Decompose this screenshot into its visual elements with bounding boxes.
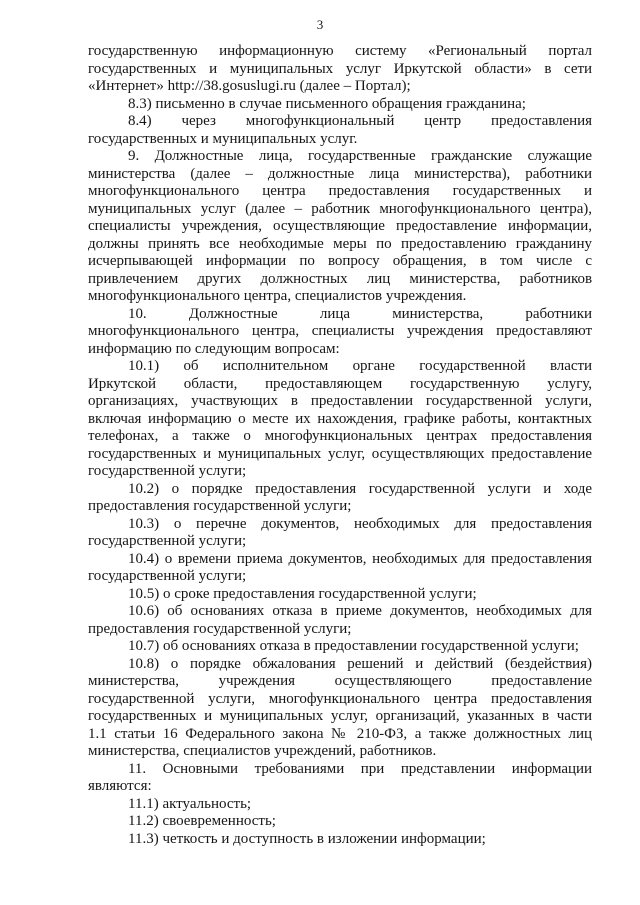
text-line [88, 411, 592, 429]
text-line [88, 656, 592, 674]
paragraph [88, 656, 592, 761]
text-line [88, 603, 592, 621]
text-line-content: Иркутской области, предоставляющем государственную услугу, [88, 375, 592, 392]
text-line [88, 78, 592, 96]
text-line-content: 1.1 статьи 16 Федерального закона № 210-ФЗ, а также должностных лиц [88, 725, 592, 742]
paragraph [88, 551, 592, 586]
text-line-content: государственной услуги, многофункционального центра предоставления [88, 690, 592, 707]
text-line [88, 288, 592, 306]
text-line [88, 358, 592, 376]
text-line-content: министерства, учреждения осуществляющего предоставление [88, 673, 592, 689]
page-number: 3 [316, 17, 324, 32]
text-line-content: «Интернет» http://38.gosuslugi.ru (далее – Портал); [88, 78, 411, 94]
text-line [88, 463, 592, 481]
paragraph [88, 603, 592, 638]
paragraph [88, 43, 592, 96]
paragraph [88, 761, 592, 796]
text-line-content: государственной услуги; [88, 568, 247, 584]
text-line-content: организациях, участвующих в предоставлении государственной услуги, [88, 393, 592, 409]
text-line [88, 778, 592, 796]
text-line-content: предоставления государственной услуги; [88, 620, 352, 637]
text-line [88, 568, 592, 586]
text-line-content: государственных и муниципальных услуг, организаций, указанных в части [88, 708, 592, 724]
text-line [88, 673, 592, 691]
text-line-content: государственной услуги; [88, 533, 247, 549]
text-line-content: 10.5) о сроке предоставления государственной услуги; [128, 585, 477, 602]
text-line-content: телефонах, а также о многофункциональных центрах предоставления [88, 428, 592, 444]
text-line [88, 393, 592, 411]
text-line-content: министерства, специалистов учреждений, работников. [88, 743, 437, 759]
text-line-content: государственных и муниципальных услуг. [88, 130, 358, 147]
text-line [88, 341, 592, 359]
text-line-content: муниципальных услуг (далее – работник многофункционального центра), [88, 200, 592, 217]
text-line-content: исчерпывающей информации по вопросу обращения, в том числе с [88, 253, 592, 269]
text-line-content: многофункционального центра, специалисты учреждения предоставляют [88, 323, 592, 339]
text-line-content: 10.1) об исполнительном органе государственной власти [128, 358, 592, 374]
text-line-content: информацию по следующим вопросам: [88, 340, 340, 357]
text-line [88, 726, 592, 744]
text-line [88, 481, 592, 499]
text-line [88, 218, 592, 236]
paragraph [88, 796, 592, 814]
text-line [88, 796, 592, 814]
text-line-content: 10.2) о порядке предоставления государственной услуги и ходе [128, 480, 592, 497]
text-line [88, 271, 592, 289]
text-line-content: 11.1) актуальность; [128, 795, 252, 812]
text-line [88, 201, 592, 219]
paragraph [88, 96, 592, 114]
text-line [88, 148, 592, 166]
text-line [88, 516, 592, 534]
text-line-content: государственных и муниципальных услуг, осуществляющих предоставление [88, 445, 592, 462]
text-line [88, 166, 592, 184]
paragraph [88, 306, 592, 359]
text-line [88, 131, 592, 149]
text-line [88, 498, 592, 516]
paragraph [88, 148, 592, 306]
text-line-content: специалисты учреждения, осуществляющие предоставление информации, [88, 218, 592, 234]
text-line-content: привлечением других должностных лиц министерства, работников [88, 270, 592, 287]
paragraph [88, 481, 592, 516]
text-line-content: государственной услуги; [88, 463, 247, 479]
text-line-content: 11.3) четкость и доступность в изложении информации; [128, 830, 486, 847]
text-line [88, 96, 592, 114]
text-line [88, 691, 592, 709]
text-line [88, 761, 592, 779]
document-body [88, 43, 592, 848]
paragraph [88, 516, 592, 551]
text-line [88, 708, 592, 726]
text-line-content: 8.4) через многофункциональный центр предоставления [128, 113, 592, 129]
paragraph [88, 113, 592, 148]
paragraph [88, 586, 592, 604]
text-line-content: являются: [88, 778, 152, 794]
text-line [88, 323, 592, 341]
text-line-content: включая информацию о месте их нахождения, графике работы, контактных [88, 410, 592, 427]
paragraph [88, 831, 592, 849]
text-line [88, 831, 592, 849]
text-line-content: государственную информационную систему «Региональный портал [88, 43, 592, 59]
text-line-content: министерства (далее – должностные лица министерства), работники [88, 165, 592, 182]
text-line-content: 10.6) об основаниях отказа в приеме документов, необходимых для [128, 603, 592, 619]
text-line [88, 236, 592, 254]
text-line [88, 376, 592, 394]
text-line [88, 586, 592, 604]
text-line [88, 551, 592, 569]
text-line [88, 446, 592, 464]
text-line [88, 533, 592, 551]
text-line [88, 306, 592, 324]
text-line-content: должны принять все необходимые меры по предоставлению гражданину [88, 235, 592, 252]
text-line-content: многофункционального центра предоставления государственных и [88, 183, 592, 199]
text-line-content: 9. Должностные лица, государственные гражданские служащие [128, 148, 592, 164]
paragraph [88, 638, 592, 656]
text-line [88, 43, 592, 61]
text-line [88, 253, 592, 271]
paragraph [88, 813, 592, 831]
text-line [88, 113, 592, 131]
text-line-content: 10.7) об основаниях отказа в предоставлении государственной услуги; [128, 638, 579, 654]
text-line [88, 743, 592, 761]
text-line [88, 638, 592, 656]
text-line [88, 428, 592, 446]
text-line [88, 621, 592, 639]
text-line-content: 8.3) письменно в случае письменного обращения гражданина; [128, 95, 526, 112]
text-line-content: 10.8) о порядке обжалования решений и действий (бездействия) [128, 655, 592, 672]
text-line-content: 10.3) о перечне документов, необходимых для предоставления [128, 515, 592, 532]
text-line [88, 61, 592, 79]
text-line-content: 10.4) о времени приема документов, необходимых для предоставления [128, 550, 592, 567]
text-line-content: предоставления государственной услуги; [88, 498, 352, 514]
text-line [88, 183, 592, 201]
text-line-content: многофункционального центра, специалистов учреждения. [88, 288, 467, 304]
text-line-content: государственных и муниципальных услуг Иркутской области» в сети [88, 60, 592, 77]
text-line-content: 10. Должностные лица министерства, работники [128, 305, 592, 322]
text-line-content: 11.2) своевременность; [128, 813, 276, 829]
paragraph [88, 358, 592, 481]
text-line [88, 813, 592, 831]
text-line-content: 11. Основными требованиями при представлении информации [128, 760, 592, 777]
